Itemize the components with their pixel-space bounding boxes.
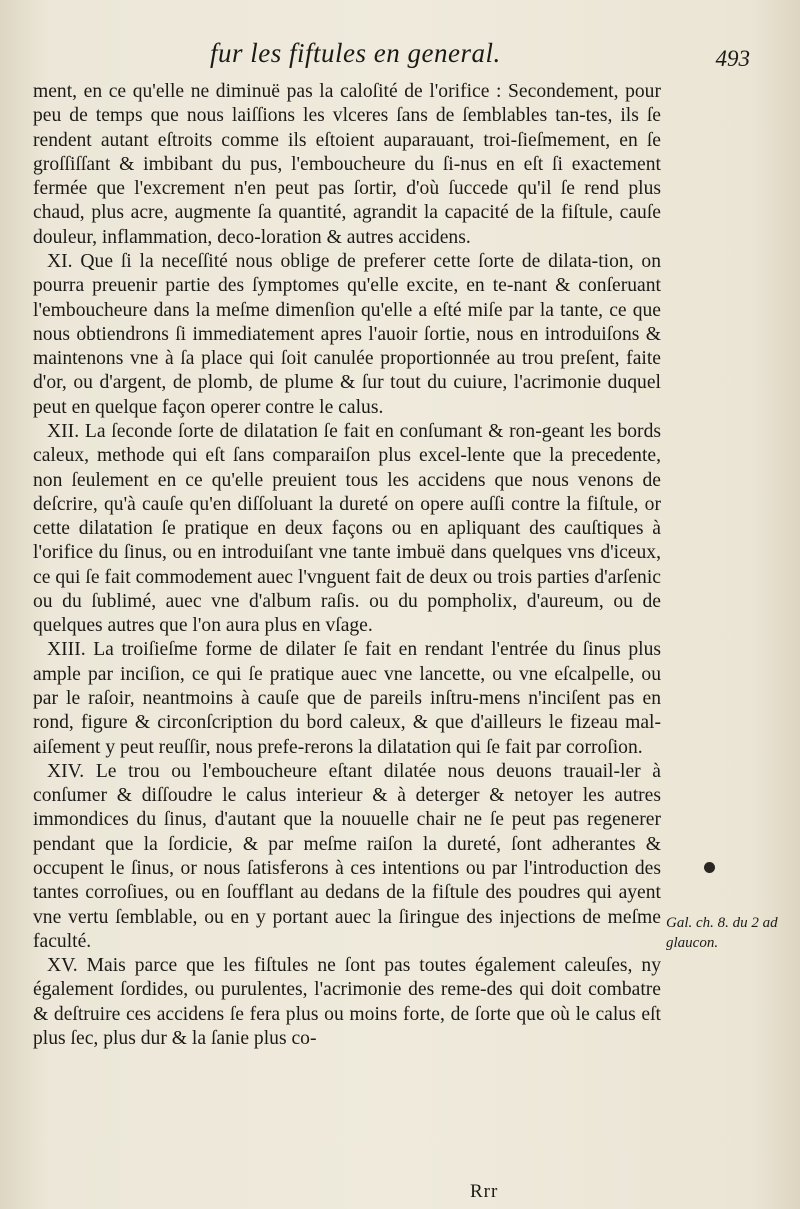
page-header <box>210 38 758 78</box>
page-number: 493 <box>715 46 750 71</box>
running-title: fur les fiftules en general. <box>210 38 501 68</box>
paragraph-xv: XV. Mais parce que les fiſtules ne ſont pas toutes également caleuſes, ny également ſordides, ou purulentes, l'acrimonie des reme-des qui doit combatre & deſtruire ces accidens ſe fera plus ou moins forte, de ſorte que où le calus eſt plus ſec, plus dur & la ſanie plus co- <box>33 955 661 1049</box>
body-text <box>33 80 661 1051</box>
paragraph-xii: XII. La ſeconde ſorte de dilatation ſe fait en conſumant & ron-geant les bords caleux, methode qui eſt ſans comparaiſon plus excel-lente que la precedente, non ſeulement en ce qu'elle preuient tous les accidens que nous venons de deſcrire, qu'à cauſe qu'en diſſoluant la dureté on opere auſſi contre la fiſtule, or cette dilatation ſe pratique en deux façons ou en apliquant des cauſtiques à l'orifice du ſinus, ou en introduiſant vne tante imbuë dans quelques vns d'iceux, ce qui ſe fait commodement auec l'vnguent fait de deux ou trois parties d'arſenic ou du ſublimé, auec vne d'album raſis. ou du pompholix, d'aureum, ou de quelques autres que l'on aura plus en vſage. <box>33 420 661 637</box>
paragraph-continued: ment, en ce qu'elle ne diminuë pas la caloſité de l'orifice : Secondement, pour peu de temps que nous laiſſions les vlceres ſans de ſemblables tan-tes, ils ſe rendent autant eſtroits comme ils eſtoient auparauant, troi-ſieſmement, en ſe groſſiſſant & imbibant du pus, l'emboucheure du ſi-nus en eſt ſi exactement fermée que l'excrement n'en peut pas ſortir, d'où ſuccede qu'il ſe rend plus chaud, plus acre, augmente ſa quantité, agrandit la capacité de la fiſtule, cauſe douleur, inflammation, deco-loration & autres accidens. <box>33 81 661 248</box>
catchword: Rrr <box>470 1181 499 1202</box>
paragraph-xiii: XIII. La troiſieſme forme de dilater ſe fait en rendant l'entrée du ſinus plus ample par inciſion, ce qui ſe pratique auec vne lancette, ou vne eſcalpelle, ou par le raſoir, neantmoins à cauſe que de pareils inſtru-mens n'inciſent pas en rond, figure & circonſcription du bord caleux, & que d'ailleurs le fizeau mal-aiſement y peut reuſſir, nous prefe-rerons la dilatation qui ſe fait par corroſion. <box>33 639 661 758</box>
paragraph-xiv: XIV. Le trou ou l'emboucheure eſtant dilatée nous deuons trauail-ler à conſumer & diſſoudre le calus interieur & à deterger & netoyer les autres immondices du ſinus, d'autant que la nouuelle chair ne ſe peut pas regenerer pendant que la ſordicie, & par meſme raiſon la dureté, ſont adherantes & occupent le ſinus, or nous ſatisferons à ces intentions ou par l'introduction des tantes corroſiues, ou en ſoufflant au dedans de la fiſtule des poudres qui ayent vne vertu ſemblable, ou en y portant auec la ſiringue des injections de meſme faculté. <box>33 760 661 952</box>
margin-note: Gal. ch. 8. du 2 ad glaucon. <box>666 915 778 951</box>
ink-dot-mark <box>704 862 715 873</box>
paragraph-xi: XI. Que ſi la neceſſité nous oblige de preferer cette ſorte de dilata-tion, on pourra preuenir partie des ſymptomes qu'elle excite, en te-nant & conſeruant l'emboucheure dans la meſme dimenſion qu'elle a eſté miſe par la tante, ce que nous obtiendrons ſi immediatement apres l'auoir ſortie, nous en introduiſons & maintenons vne à ſa place qui ſoit canulée proportionnée au trou preſent, faite d'or, ou d'argent, de plomb, de plume & ſur tout du cuiure, l'acrimonie duquel peut en quelque façon operer contre le calus. <box>33 250 661 418</box>
